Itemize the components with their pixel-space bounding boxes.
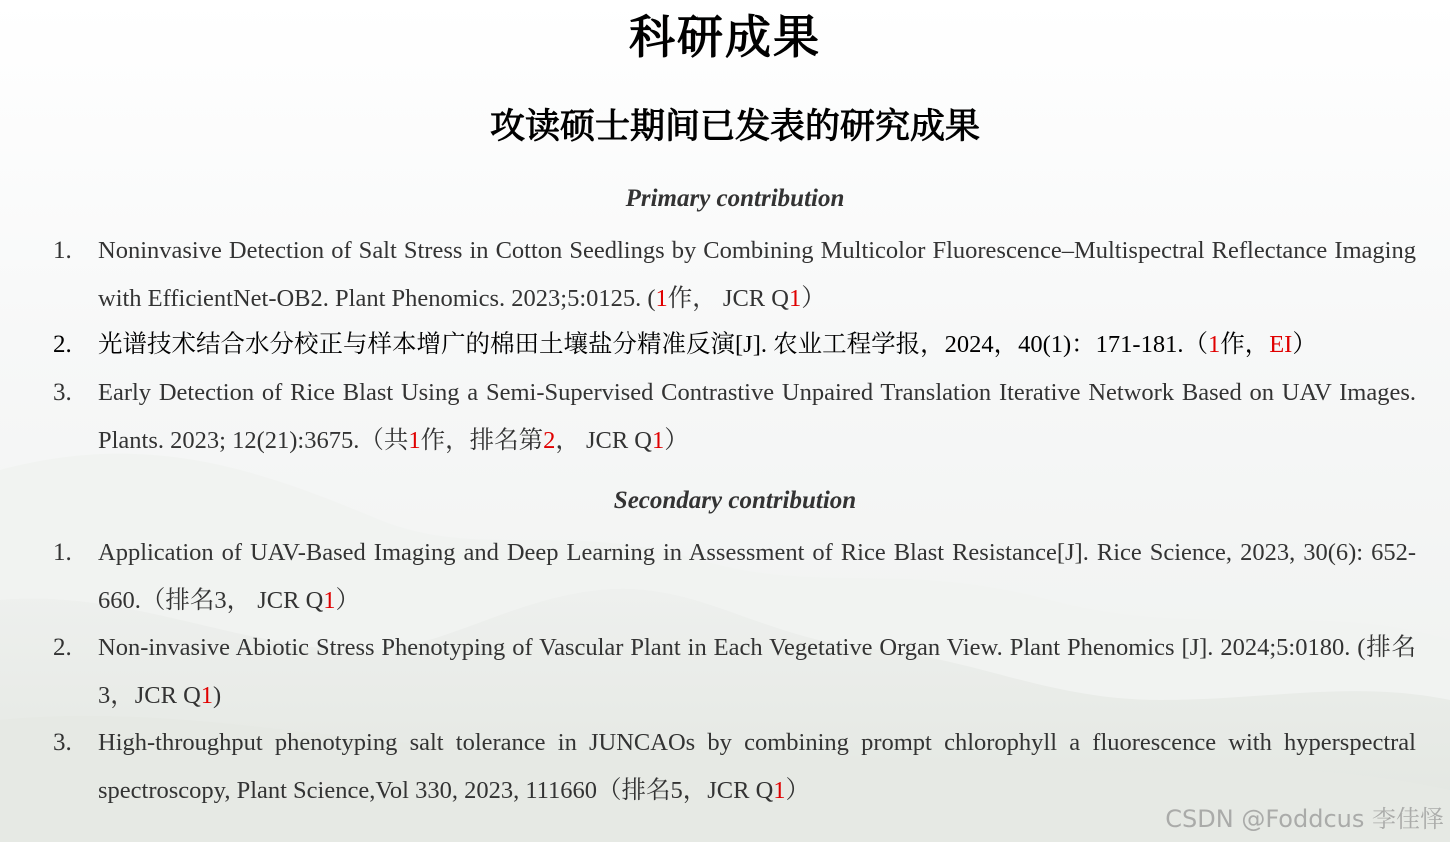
slide-subtitle: 攻读硕士期间已发表的研究成果	[489, 106, 980, 147]
slide-title: 科研成果	[629, 10, 821, 64]
item-number: 2.	[53, 634, 72, 661]
csdn-watermark: CSDN @Foddcus 李佳怿	[1165, 805, 1444, 833]
citation-text: Non-invasive Abiotic Stress Phenotyping of Vascular Plant in Each Vegetative Organ View. Plant Phenomics [J]. 2024;5:0180. (排名3，JCR Q1)	[98, 634, 1416, 709]
item-number: 1.	[53, 539, 72, 566]
secondary-heading: Secondary contribution	[613, 487, 857, 514]
item-number: 2.	[53, 331, 72, 358]
citation-text: High-throughput phenotyping salt tolerance in JUNCAOs by combining prompt chlorophyll a fluorescence with hyperspectral spectroscopy, Plant Science,Vol 330, 2023, 111660（排名5，JCR Q1）	[98, 729, 1416, 804]
item-number: 3.	[53, 729, 72, 756]
citation-text: Early Detection of Rice Blast Using a Semi-Supervised Contrastive Unpaired Translation Iterative Network Based on UAV Images. Plants. 2023; 12(21):3675.（共1作，排名第2， JCR Q1）	[98, 379, 1416, 454]
item-number: 3.	[53, 379, 72, 406]
primary-heading: Primary contribution	[625, 185, 845, 212]
citation-text: Application of UAV-Based Imaging and Deep Learning in Assessment of Rice Blast Resistance[J]. Rice Science, 2023, 30(6): 652-660.（排名3， JCR Q1）	[98, 539, 1416, 614]
citation-text: Noninvasive Detection of Salt Stress in Cotton Seedlings by Combining Multicolor Fluorescence–Multispectral Reflectance Imaging with EfficientNet-OB2. Plant Phenomics. 2023;5:0125. (1作， JCR Q1）	[98, 237, 1416, 312]
citation-text: 光谱技术结合水分校正与样本增广的棉田土壤盐分精准反演[J]. 农业工程学报，2024，40(1)：171-181.（1作，EI）	[98, 331, 1317, 358]
item-number: 1.	[53, 237, 72, 264]
